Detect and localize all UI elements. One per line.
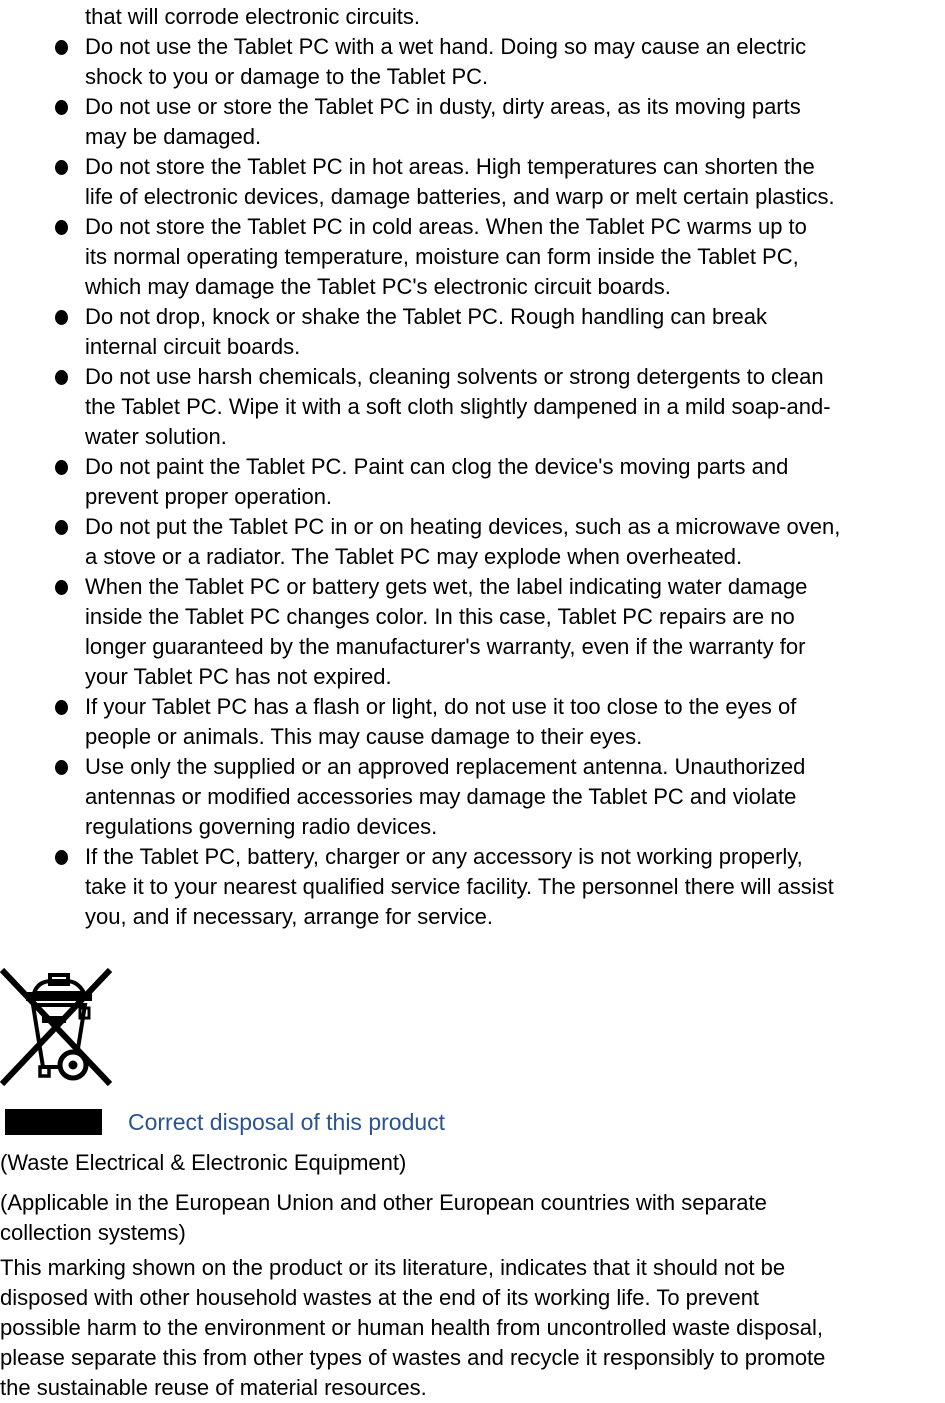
weee-crossed-out-wheeled-bin-icon xyxy=(0,966,112,1088)
list-item xyxy=(0,842,945,932)
text-line: (Applicable in the European Union and other European countries with separate xyxy=(0,1190,767,1215)
text-line: This marking shown on the product or its literature, indicates that it should not be xyxy=(0,1255,786,1280)
list-intro-continuation-line: that will corrode electronic circuits. xyxy=(85,4,421,29)
weee-subheading: (Waste Electrical & Electronic Equipment) xyxy=(0,1150,407,1175)
crossed-out-wheeled-bin-graphic xyxy=(0,966,112,1088)
text-line: life of electronic devices, damage batteries, and warp or melt certain plastics. xyxy=(85,184,835,209)
text-line: disposed with other household wastes at the end of its working life. To prevent xyxy=(0,1285,760,1310)
text-line: Do not use the Tablet PC with a wet hand. Doing so may cause an electric xyxy=(85,34,807,59)
text-line: shock to you or damage to the Tablet PC. xyxy=(85,64,489,89)
text-line: Do not put the Tablet PC in or on heating devices, such as a microwave oven, xyxy=(85,514,841,539)
redacted-black-bar xyxy=(5,1109,102,1135)
bullet-icon xyxy=(55,760,68,775)
text-line: a stove or a radiator. The Tablet PC may explode when overheated. xyxy=(85,544,743,569)
disposal-heading: Correct disposal of this product xyxy=(128,1109,446,1135)
text-line: collection systems) xyxy=(0,1220,186,1245)
text-line: regulations governing radio devices. xyxy=(85,814,438,839)
disposal-body-paragraph xyxy=(0,1253,945,1403)
text-line: water solution. xyxy=(85,424,227,449)
text-line: Use only the supplied or an approved replacement antenna. Unauthorized xyxy=(85,754,806,779)
applicability-paragraph xyxy=(0,1188,945,1248)
text-line: please separate this from other types of wastes and recycle it responsibly to promote xyxy=(0,1345,826,1370)
text-line: When the Tablet PC or battery gets wet, the label indicating water damage xyxy=(85,574,808,599)
bullet-icon xyxy=(55,220,68,235)
list-item xyxy=(0,452,945,512)
text-line: Do not use harsh chemicals, cleaning solvents or strong detergents to clean xyxy=(85,364,824,389)
bullet-icon xyxy=(55,160,68,175)
text-line: If the Tablet PC, battery, charger or any accessory is not working properly, xyxy=(85,844,803,869)
text-line: Do not drop, knock or shake the Tablet PC. Rough handling can break xyxy=(85,304,768,329)
bullet-icon xyxy=(55,850,68,865)
list-item xyxy=(0,512,945,572)
text-line: you, and if necessary, arrange for service. xyxy=(85,904,494,929)
disposal-heading-row xyxy=(0,1107,945,1137)
list-item xyxy=(0,572,945,692)
bullet-icon xyxy=(55,40,68,55)
bullet-icon xyxy=(55,460,68,475)
text-line: the Tablet PC. Wipe it with a soft cloth slightly dampened in a mild soap-and- xyxy=(85,394,831,419)
bullet-icon xyxy=(55,100,68,115)
text-line: internal circuit boards. xyxy=(85,334,301,359)
text-line: prevent proper operation. xyxy=(85,484,333,509)
bullet-icon xyxy=(55,370,68,385)
text-line: If your Tablet PC has a flash or light, do not use it too close to the eyes of xyxy=(85,694,797,719)
list-item xyxy=(0,692,945,752)
list-item xyxy=(0,752,945,842)
list-item xyxy=(0,362,945,452)
text-line: take it to your nearest qualified service facility. The personnel there will assist xyxy=(85,874,834,899)
bullet-items-container xyxy=(0,32,945,932)
text-line: people or animals. This may cause damage to their eyes. xyxy=(85,724,643,749)
text-line: Do not store the Tablet PC in cold areas. When the Tablet PC warms up to xyxy=(85,214,807,239)
list-item xyxy=(0,302,945,362)
list-item xyxy=(0,212,945,302)
text-line: your Tablet PC has not expired. xyxy=(85,664,392,689)
text-line: inside the Tablet PC changes color. In this case, Tablet PC repairs are no xyxy=(85,604,795,629)
text-line: its normal operating temperature, moisture can form inside the Tablet PC, xyxy=(85,244,799,269)
bullet-icon xyxy=(55,310,68,325)
text-line: which may damage the Tablet PC's electronic circuit boards. xyxy=(85,274,671,299)
text-line: antennas or modified accessories may damage the Tablet PC and violate xyxy=(85,784,797,809)
text-line: may be damaged. xyxy=(85,124,262,149)
bullet-icon xyxy=(55,520,68,535)
list-item xyxy=(0,32,945,92)
list-item xyxy=(0,152,945,212)
list-item xyxy=(0,92,945,152)
text-line: the sustainable reuse of material resources. xyxy=(0,1375,427,1400)
text-line: Do not store the Tablet PC in hot areas. High temperatures can shorten the xyxy=(85,154,815,179)
bullet-icon xyxy=(55,580,68,595)
text-line: longer guaranteed by the manufacturer's warranty, even if the warranty for xyxy=(85,634,806,659)
text-line: possible harm to the environment or human health from uncontrolled waste disposal, xyxy=(0,1315,824,1340)
bullet-icon xyxy=(55,700,68,715)
text-line: Do not paint the Tablet PC. Paint can clog the device's moving parts and xyxy=(85,454,789,479)
text-line: Do not use or store the Tablet PC in dusty, dirty areas, as its moving parts xyxy=(85,94,801,119)
